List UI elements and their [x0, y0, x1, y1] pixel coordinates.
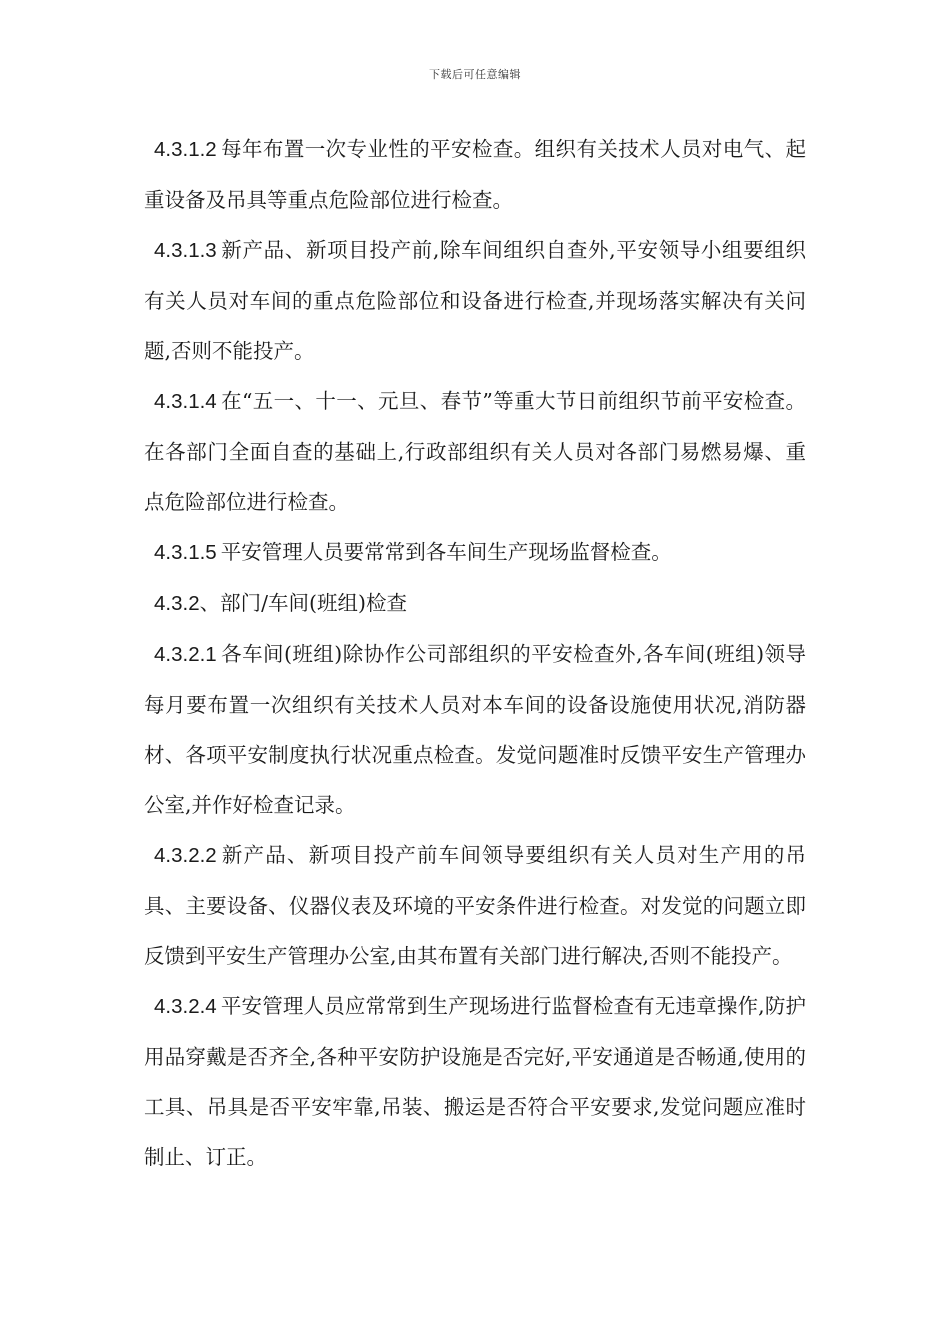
paragraph-text: 平安管理人员要常常到各车间生产现场监督检查。: [220, 540, 672, 564]
paragraph-text: 各车间(班组)除协作公司部组织的平安检查外,各车间(班组)领导每月要布置一次组织有关技术人员对本车间的设备设施使用状况,消防器材、各项平安制度执行状况重点检查。发觉问题准时反馈平安生产管理办公室,并作好检查记录。: [144, 642, 806, 817]
section-number: 4.3.2.1: [154, 643, 217, 666]
section-number: 4.3.1.2: [154, 138, 217, 161]
section-number: 4.3.1.5: [154, 541, 217, 564]
section-heading-4-3-2: [144, 578, 806, 629]
section-number: 4.3.2.2: [154, 844, 217, 867]
section-number: 4.3.2.4: [154, 995, 217, 1018]
paragraph-4-3-2-1: [144, 629, 806, 830]
paragraph-text: 在“五一、十一、元旦、春节”等重大节日前组织节前平安检查。在各部门全面自查的基础上,行政部组织有关人员对各部门易燃易爆、重点危险部位进行检查。: [144, 389, 806, 514]
paragraph-4-3-2-2: [144, 830, 806, 981]
paragraph-4-3-1-5: [144, 527, 806, 578]
section-number: 4.3.2、: [154, 592, 221, 615]
paragraph-text: 新产品、新项目投产前,除车间组织自查外,平安领导小组要组织有关人员对车间的重点危险部位和设备进行检查,并现场落实解决有关问题,否则不能投产。: [144, 238, 806, 363]
page-header: 下载后可任意编辑: [429, 68, 521, 81]
paragraph-text: 每年布置一次专业性的平安检查。组织有关技术人员对电气、起重设备及吊具等重点危险部位进行检查。: [144, 137, 806, 212]
document-body: [144, 124, 806, 1182]
paragraph-text: 新产品、新项目投产前车间领导要组织有关人员对生产用的吊具、主要设备、仪器仪表及环境的平安条件进行检查。对发觉的问题立即反馈到平安生产管理办公室,由其布置有关部门进行解决,否则不能投产。: [144, 843, 806, 968]
paragraph-text: 平安管理人员应常常到生产现场进行监督检查有无违章操作,防护用品穿戴是否齐全,各种平安防护设施是否完好,平安通道是否畅通,使用的工具、吊具是否平安牢靠,吊装、搬运是否符合平安要求,发觉问题应准时制止、订正。: [144, 994, 806, 1169]
paragraph-4-3-1-2: [144, 124, 806, 225]
paragraph-4-3-1-3: [144, 225, 806, 376]
section-heading-text: 部门/车间(班组)检查: [220, 591, 408, 615]
paragraph-4-3-1-4: [144, 376, 806, 527]
section-number: 4.3.1.3: [154, 239, 217, 262]
paragraph-4-3-2-4: [144, 981, 806, 1182]
section-number: 4.3.1.4: [154, 390, 217, 413]
